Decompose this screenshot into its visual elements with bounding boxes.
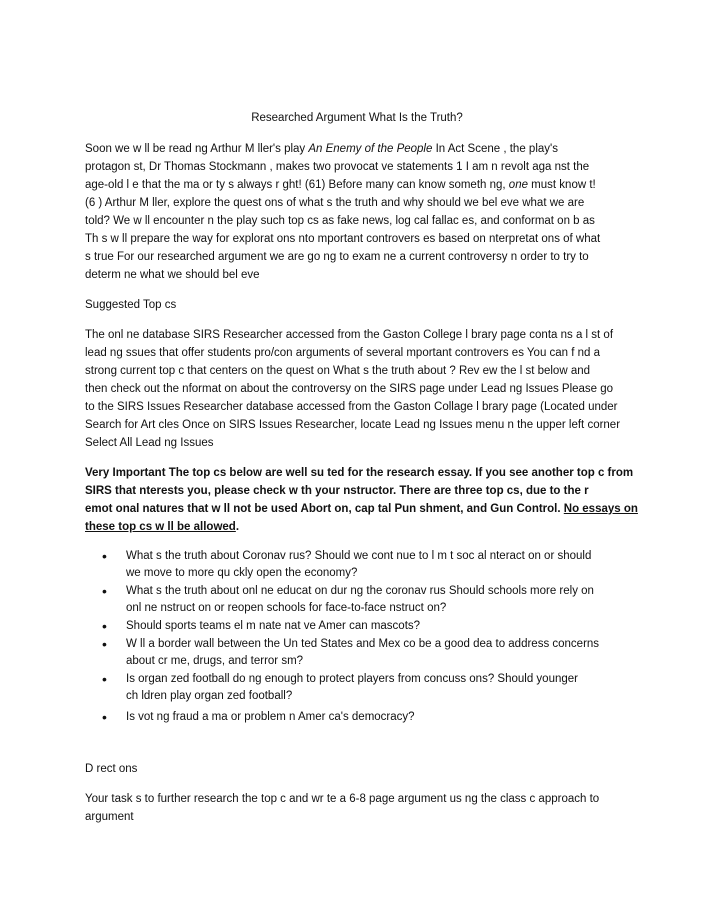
text-line: strong current top c that centers on the quest on What s the truth about ? Rev ew the l st below and: [85, 365, 591, 377]
text-line: Th s w ll prepare the way for explorat ons nto mportant controvers es based on nterpretat ons of what: [85, 233, 601, 245]
list-item-text: Is vot ng fraud a ma or problem n Amer ca's democracy?: [126, 711, 415, 723]
list-item: [100, 636, 640, 670]
list-item: [100, 709, 640, 726]
bullet-icon: •: [102, 671, 107, 687]
bullet-icon: •: [102, 636, 107, 652]
text-run: must know t!: [527, 179, 596, 191]
italic-word: one: [508, 179, 528, 191]
text-line: (6 ) Arthur M ller, explore the quest ons of what s the truth and why should we bel eve what we are: [85, 197, 585, 209]
text-run: In Act Scene , the play's: [432, 143, 558, 155]
text-run: emot onal natures that w ll not be used Abort on, cap tal Pun shment, and Gun Control.: [85, 503, 564, 515]
heading-text: Suggested Top cs: [85, 299, 177, 311]
text-run: .: [235, 521, 240, 533]
text-line: Very Important The top cs below are well su ted for the research essay. If you see another top c from: [85, 467, 634, 479]
suggested-topics-heading: [85, 296, 633, 314]
text-line: then check out the nformat on about the controversy on the SIRS page under Lead ng Issues Please go: [85, 383, 614, 395]
list-item: [100, 548, 640, 582]
sirs-paragraph: [85, 326, 633, 452]
list-item: [100, 618, 640, 635]
topic-list: [100, 548, 640, 727]
bullet-icon: •: [102, 548, 107, 564]
list-item: [100, 583, 640, 617]
text-line: to the SIRS Issues Researcher database accessed from the Gaston Collage l brary page (Located under: [85, 401, 618, 413]
list-item-text: What s the truth about onl ne educat on dur ng the coronav rus Should schools more rely on: [126, 585, 594, 597]
text-run: age-old l e that the ma or ty s always r ght! (61) Before many can know someth ng,: [85, 179, 509, 191]
text-line: determ ne what we should bel eve: [85, 269, 260, 281]
list-item-text: about cr me, drugs, and terror sm?: [126, 655, 304, 667]
text-line: Select All Lead ng Issues: [85, 437, 214, 449]
document-title: Researched Argument What Is the Truth?: [251, 112, 463, 124]
text-line: lead ng ssues that offer students pro/con arguments of several mportant controvers es You can f nd a: [85, 347, 601, 359]
directions-heading: [85, 760, 633, 778]
list-item-text: we move to more qu ckly open the economy?: [126, 567, 358, 579]
underlined-text: these top cs w ll be allowed: [85, 521, 236, 533]
list-item-text: Should sports teams el m nate nat ve Amer can mascots?: [126, 620, 421, 632]
list-item-text: Is organ zed football do ng enough to protect players from concuss ons? Should younger: [126, 673, 578, 685]
text-line: Search for Art cles Once on SIRS Issues Researcher, locate Lead ng Issues menu n the upper left corner: [85, 419, 621, 431]
list-item-text: onl ne nstruct on or reopen schools for face-to-face nstruct on?: [126, 602, 447, 614]
important-note: [85, 464, 638, 536]
text-line: Your task s to further research the top c and wr te a 6-8 page argument us ng the class c approach to: [85, 793, 600, 805]
text-line: s true For our researched argument we are go ng to exam ne a current controversy n order to try to: [85, 251, 589, 263]
list-item-text: What s the truth about Coronav rus? Should we cont nue to l m t soc al nteract on or should: [126, 550, 592, 562]
text-line: argument: [85, 811, 134, 823]
task-paragraph: [85, 790, 633, 826]
bullet-icon: •: [102, 618, 107, 634]
list-item-text: W ll a border wall between the Un ted States and Mex co be a good dea to address concerns: [126, 638, 600, 650]
intro-paragraph: [85, 140, 633, 284]
text-run: Soon we w ll be read ng Arthur M ller's play: [85, 143, 309, 155]
text-line: protagon st, Dr Thomas Stockmann , makes two provocat ve statements 1 I am n revolt aga nst the: [85, 161, 590, 173]
bullet-icon: •: [102, 709, 107, 725]
underlined-text: No essays on: [563, 503, 638, 515]
list-item: [100, 671, 640, 705]
list-item-text: ch ldren play organ zed football?: [126, 690, 293, 702]
play-title: An Enemy of the People: [308, 143, 433, 155]
heading-text: D rect ons: [85, 763, 138, 775]
bullet-icon: •: [102, 583, 107, 599]
text-line: told? We w ll encounter n the play such top cs as fake news, log cal fallac es, and conformat on b as: [85, 215, 595, 227]
text-line: SIRS that nterests you, please check w th your nstructor. There are three top cs, due to the r: [85, 485, 589, 497]
text-line: The onl ne database SIRS Researcher accessed from the Gaston College l brary page conta ns a l st of: [85, 329, 614, 341]
